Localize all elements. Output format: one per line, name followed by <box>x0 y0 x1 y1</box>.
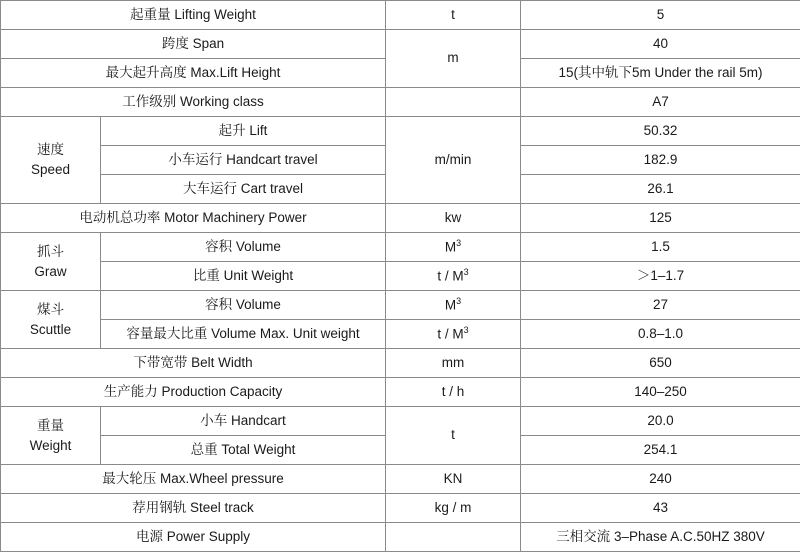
row-parameter: 跨度 Span <box>1 30 386 59</box>
row-value: 0.8–1.0 <box>521 320 800 349</box>
table-row <box>1 204 800 233</box>
table-row <box>1 407 800 436</box>
row-parameter: 电动机总功率 Motor Machinery Power <box>1 204 386 233</box>
row-group-graw <box>1 233 101 291</box>
unit-exponent: 3 <box>463 325 469 336</box>
row-parameter: 小车 Handcart <box>101 407 386 436</box>
row-value: 43 <box>521 494 800 523</box>
table-row <box>1 349 800 378</box>
row-unit: mm <box>386 349 521 378</box>
row-value: 5 <box>521 1 800 30</box>
unit-text: M <box>444 297 457 313</box>
row-group-speed <box>1 117 101 204</box>
row-unit <box>386 88 521 117</box>
unit-text: t / M <box>437 268 464 284</box>
group-label-cn: 煤斗 <box>37 301 64 317</box>
row-parameter: 起升 Lift <box>101 117 386 146</box>
row-unit: t <box>386 407 521 465</box>
row-parameter: 总重 Total Weight <box>101 436 386 465</box>
row-value: 50.32 <box>521 117 800 146</box>
row-parameter: 比重 Unit Weight <box>101 262 386 291</box>
unit-text: t / M <box>437 326 464 342</box>
row-unit <box>386 233 521 262</box>
row-unit: kg / m <box>386 494 521 523</box>
group-label-cn: 重量 <box>37 417 64 433</box>
row-value: A7 <box>521 88 800 117</box>
row-parameter: 容量最大比重 Volume Max. Unit weight <box>101 320 386 349</box>
table-row <box>1 262 800 291</box>
unit-exponent: 3 <box>456 296 462 307</box>
row-parameter: 大车运行 Cart travel <box>101 175 386 204</box>
table-row <box>1 378 800 407</box>
row-value: 182.9 <box>521 146 800 175</box>
table-row <box>1 494 800 523</box>
group-label-en: Speed <box>30 162 71 177</box>
group-label-cn: 抓斗 <box>37 243 64 259</box>
row-value: 125 <box>521 204 800 233</box>
row-parameter: 起重量 Lifting Weight <box>1 1 386 30</box>
row-value: 26.1 <box>521 175 800 204</box>
group-label-en: Scuttle <box>29 321 72 337</box>
row-unit: t <box>386 1 521 30</box>
row-value: 140–250 <box>521 378 800 407</box>
row-group-scuttle <box>1 291 101 349</box>
row-value: 240 <box>521 465 800 494</box>
row-value: 三相交流 3–Phase A.C.50HZ 380V <box>521 523 800 552</box>
table-row <box>1 320 800 349</box>
row-parameter: 工作级别 Working class <box>1 88 386 117</box>
row-value: 40 <box>521 30 800 59</box>
table-row <box>1 523 800 552</box>
table-row <box>1 1 800 30</box>
unit-exponent: 3 <box>463 267 469 278</box>
row-unit: m/min <box>386 117 521 204</box>
row-parameter: 荐用钢轨 Steel track <box>1 494 386 523</box>
table-row <box>1 291 800 320</box>
row-parameter: 电源 Power Supply <box>1 523 386 552</box>
table-row <box>1 233 800 262</box>
unit-text: M <box>444 239 457 255</box>
row-parameter: 生产能力 Production Capacity <box>1 378 386 407</box>
row-value: 650 <box>521 349 800 378</box>
row-parameter: 下带宽带 Belt Width <box>1 349 386 378</box>
row-value: 254.1 <box>521 436 800 465</box>
table-row <box>1 117 800 146</box>
row-parameter: 最大起升高度 Max.Lift Height <box>1 59 386 88</box>
table-row <box>1 465 800 494</box>
row-unit <box>386 262 521 291</box>
group-label-en: Weight <box>29 437 72 453</box>
row-unit <box>386 320 521 349</box>
row-parameter: 小车运行 Handcart travel <box>101 146 386 175</box>
group-label-en: Graw <box>34 263 67 279</box>
row-unit: kw <box>386 204 521 233</box>
row-parameter: 最大轮压 Max.Wheel pressure <box>1 465 386 494</box>
row-value: 1.5 <box>521 233 800 262</box>
table-row <box>1 88 800 117</box>
row-value: 15(其中轨下5m Under the rail 5m) <box>521 59 800 88</box>
row-value: ＞1–1.7 <box>521 262 800 291</box>
row-value: 20.0 <box>521 407 800 436</box>
row-unit <box>386 291 521 320</box>
row-unit <box>386 523 521 552</box>
row-value: 27 <box>521 291 800 320</box>
table-row <box>1 30 800 59</box>
row-unit: t / h <box>386 378 521 407</box>
row-group-weight <box>1 407 101 465</box>
row-unit: KN <box>386 465 521 494</box>
row-unit: m <box>386 30 521 88</box>
unit-exponent: 3 <box>456 238 462 249</box>
row-parameter: 容积 Volume <box>101 291 386 320</box>
row-parameter: 容积 Volume <box>101 233 386 262</box>
group-label-cn: 速度 <box>37 142 64 158</box>
